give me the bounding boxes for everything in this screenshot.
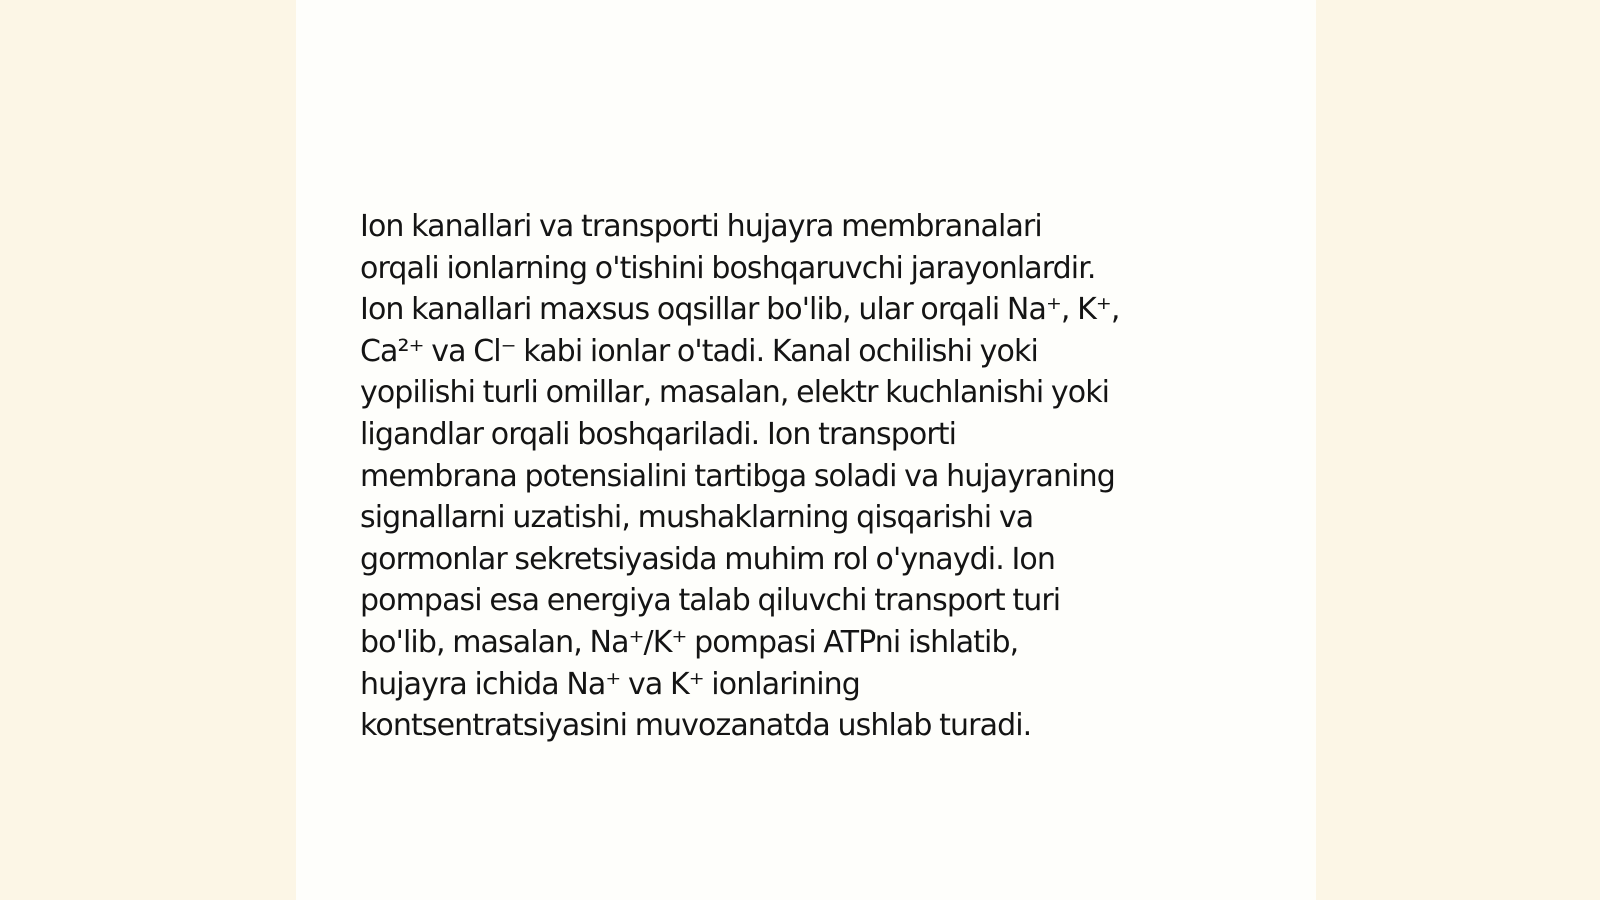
- paragraph-line: ligandlar orqali boshqariladi. Ion transporti: [360, 416, 957, 452]
- paragraph-line: Ion kanallari va transporti hujayra membranalari: [360, 209, 1042, 244]
- paragraph-line: pompasi esa energiya talab qiluvchi transport turi: [360, 583, 1061, 619]
- left-margin: [0, 0, 296, 900]
- paragraph-line: bo'lib, masalan, Na⁺/K⁺ pompasi ATPni ishlatib,: [360, 624, 1019, 660]
- paragraph-line: membrana potensialini tartibga soladi va hujayraning: [360, 458, 1115, 494]
- slide: [296, 0, 1316, 900]
- paragraph-line: gormonlar sekretsiyasida muhim rol o'ynaydi. Ion: [360, 541, 1055, 577]
- paragraph-line: hujayra ichida Na⁺ va K⁺ ionlarining: [360, 666, 860, 702]
- right-margin: [1316, 0, 1600, 900]
- paragraph-line: orqali ionlarning o'tishini boshqaruvchi jarayonlardir.: [360, 250, 1096, 286]
- paragraph-line: Ion kanallari maxsus oqsillar bo'lib, ular orqali Na⁺, K⁺,: [360, 292, 1120, 328]
- paragraph-line: signallarni uzatishi, mushaklarning qisqarishi va: [360, 500, 1034, 536]
- paragraph-line: yopilishi turli omillar, masalan, elektr kuchlanishi yoki: [360, 375, 1110, 411]
- paragraph-line: Ca²⁺ va Cl⁻ kabi ionlar o'tadi. Kanal ochilishi yoki: [360, 333, 1038, 369]
- body-paragraph: [360, 206, 1260, 747]
- paragraph-line: kontsentratsiyasini muvozanatda ushlab turadi.: [360, 708, 1032, 744]
